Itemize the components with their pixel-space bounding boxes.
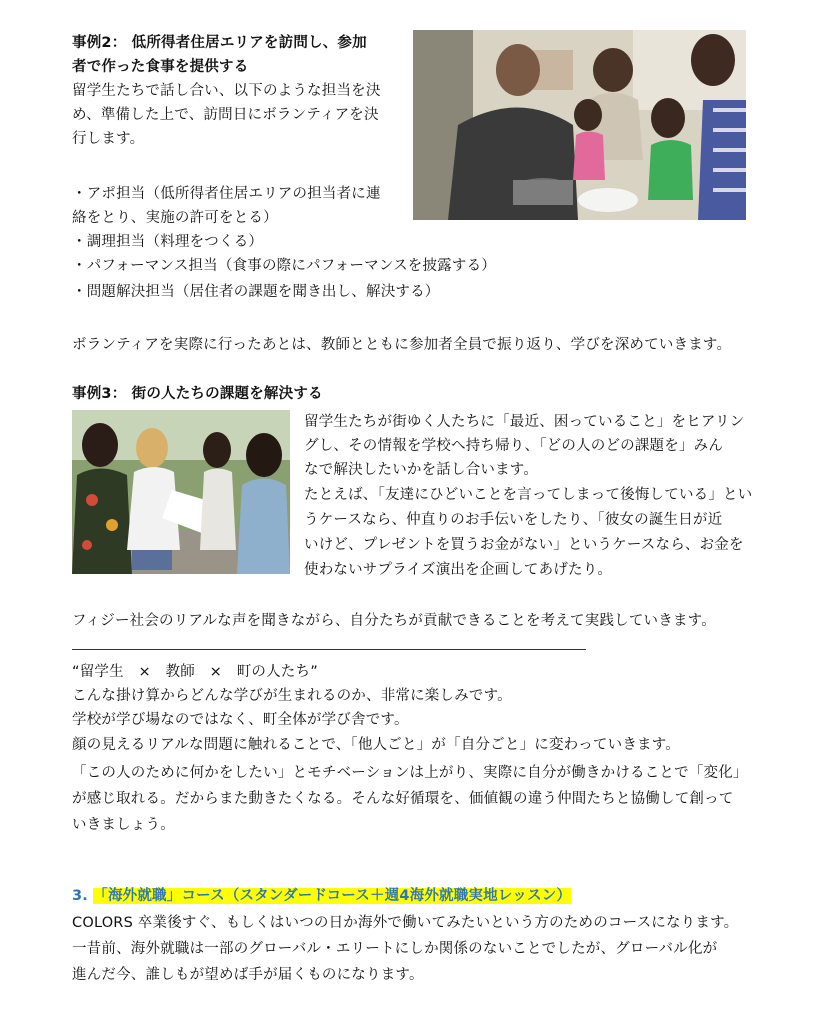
- section3-body-line: 進んだ今、誰しもが望めば手が届くものになります。: [72, 967, 424, 983]
- closing-line: が感じ取れる。だからまた動きたくなる。そんな好循環を、価値観の違う仲間たちと協働して創って: [72, 791, 734, 807]
- section3-body-line: COLORS 卒業後すぐ、もしくはいつの日か海外で働いてみたいという方のためのコースになります。: [72, 915, 739, 931]
- case3-body-line: グし、その情報を学校へ持ち帰り、「どの人のどの課題を」みん: [304, 438, 724, 454]
- closing-line: 顔の見えるリアルな問題に触れることで、「他人ごと」が「自分ごと」に変わっていきます。: [72, 737, 680, 753]
- case2-body-line: 行します。: [72, 131, 145, 147]
- case2-role-line: ・アポ担当（低所得者住居エリアの担当者に連: [72, 186, 381, 202]
- case2-role-line: ・調理担当（料理をつくる）: [72, 234, 264, 250]
- section3-heading: [72, 884, 571, 908]
- closing-line: いきましょう。: [72, 817, 175, 833]
- closing-line: “留学生 × 教師 × 町の人たち”: [72, 664, 318, 680]
- case3-body-line: たとえば、「友達にひどいことを言ってしまって後悔している」とい: [304, 487, 753, 503]
- closing-line: 学校が学び場なのではなく、町全体が学び舎です。: [72, 712, 409, 728]
- case3-after: フィジー社会のリアルな声を聞きながら、自分たちが貢献できることを考えて実践していきます。: [72, 613, 716, 629]
- case2-body-line: め、準備した上で、訪問日にボランティアを決: [72, 107, 379, 123]
- case2-title-line1: 事例2： 低所得者住居エリアを訪問し、参加: [72, 35, 367, 51]
- section-divider: [72, 649, 586, 650]
- case2-role-line: ・パフォーマンス担当（食事の際にパフォーマンスを披露する）: [72, 258, 496, 274]
- case3-body-line: うケースなら、仲直りのお手伝いをしたり、「彼女の誕生日が近: [304, 512, 723, 528]
- case3-title: 事例3： 街の人たちの課題を解決する: [72, 386, 323, 402]
- case3-body-line: 留学生たちが街ゆく人たちに「最近、困っていること」をヒアリン: [304, 414, 745, 430]
- case2-role-line: 絡をとり、実施の許可をとる）: [72, 210, 278, 226]
- closing-line: 「この人のために何かをしたい」とモチベーションは上がり、実際に自分が働きかけることで「変化」: [72, 765, 748, 781]
- section3-title: 「海外就職」コース（スタンダードコース＋週4海外就職実地レッスン）: [93, 888, 572, 904]
- closing-line: こんな掛け算からどんな学びが生まれるのか、非常に楽しみです。: [72, 688, 512, 704]
- section3-body-line: 一昔前、海外就職は一部のグローバル・エリートにしか関係のないことでしたが、グローバル化が: [72, 941, 718, 957]
- cooking-photo: [413, 30, 746, 220]
- case3-body-line: なで解決したいかを話し合います。: [304, 462, 539, 478]
- case2-after: ボランティアを実際に行ったあとは、教師とともに参加者全員で振り返り、学びを深めていきます。: [72, 337, 732, 353]
- street-photo: [72, 410, 290, 574]
- case2-title-line2: 者で作った食事を提供する: [72, 59, 249, 75]
- case2-body-line: 留学生たちで話し合い、以下のような担当を決: [72, 83, 381, 99]
- case2-role-line: ・問題解決担当（居住者の課題を聞き出し、解決する）: [72, 284, 440, 300]
- case3-body-line: いけど、プレゼントを買うお金がない」というケースなら、お金を: [304, 537, 744, 553]
- case3-body-line: 使わないサプライズ演出を企画してあげたり。: [304, 562, 613, 578]
- section3-number: 3.: [72, 888, 94, 904]
